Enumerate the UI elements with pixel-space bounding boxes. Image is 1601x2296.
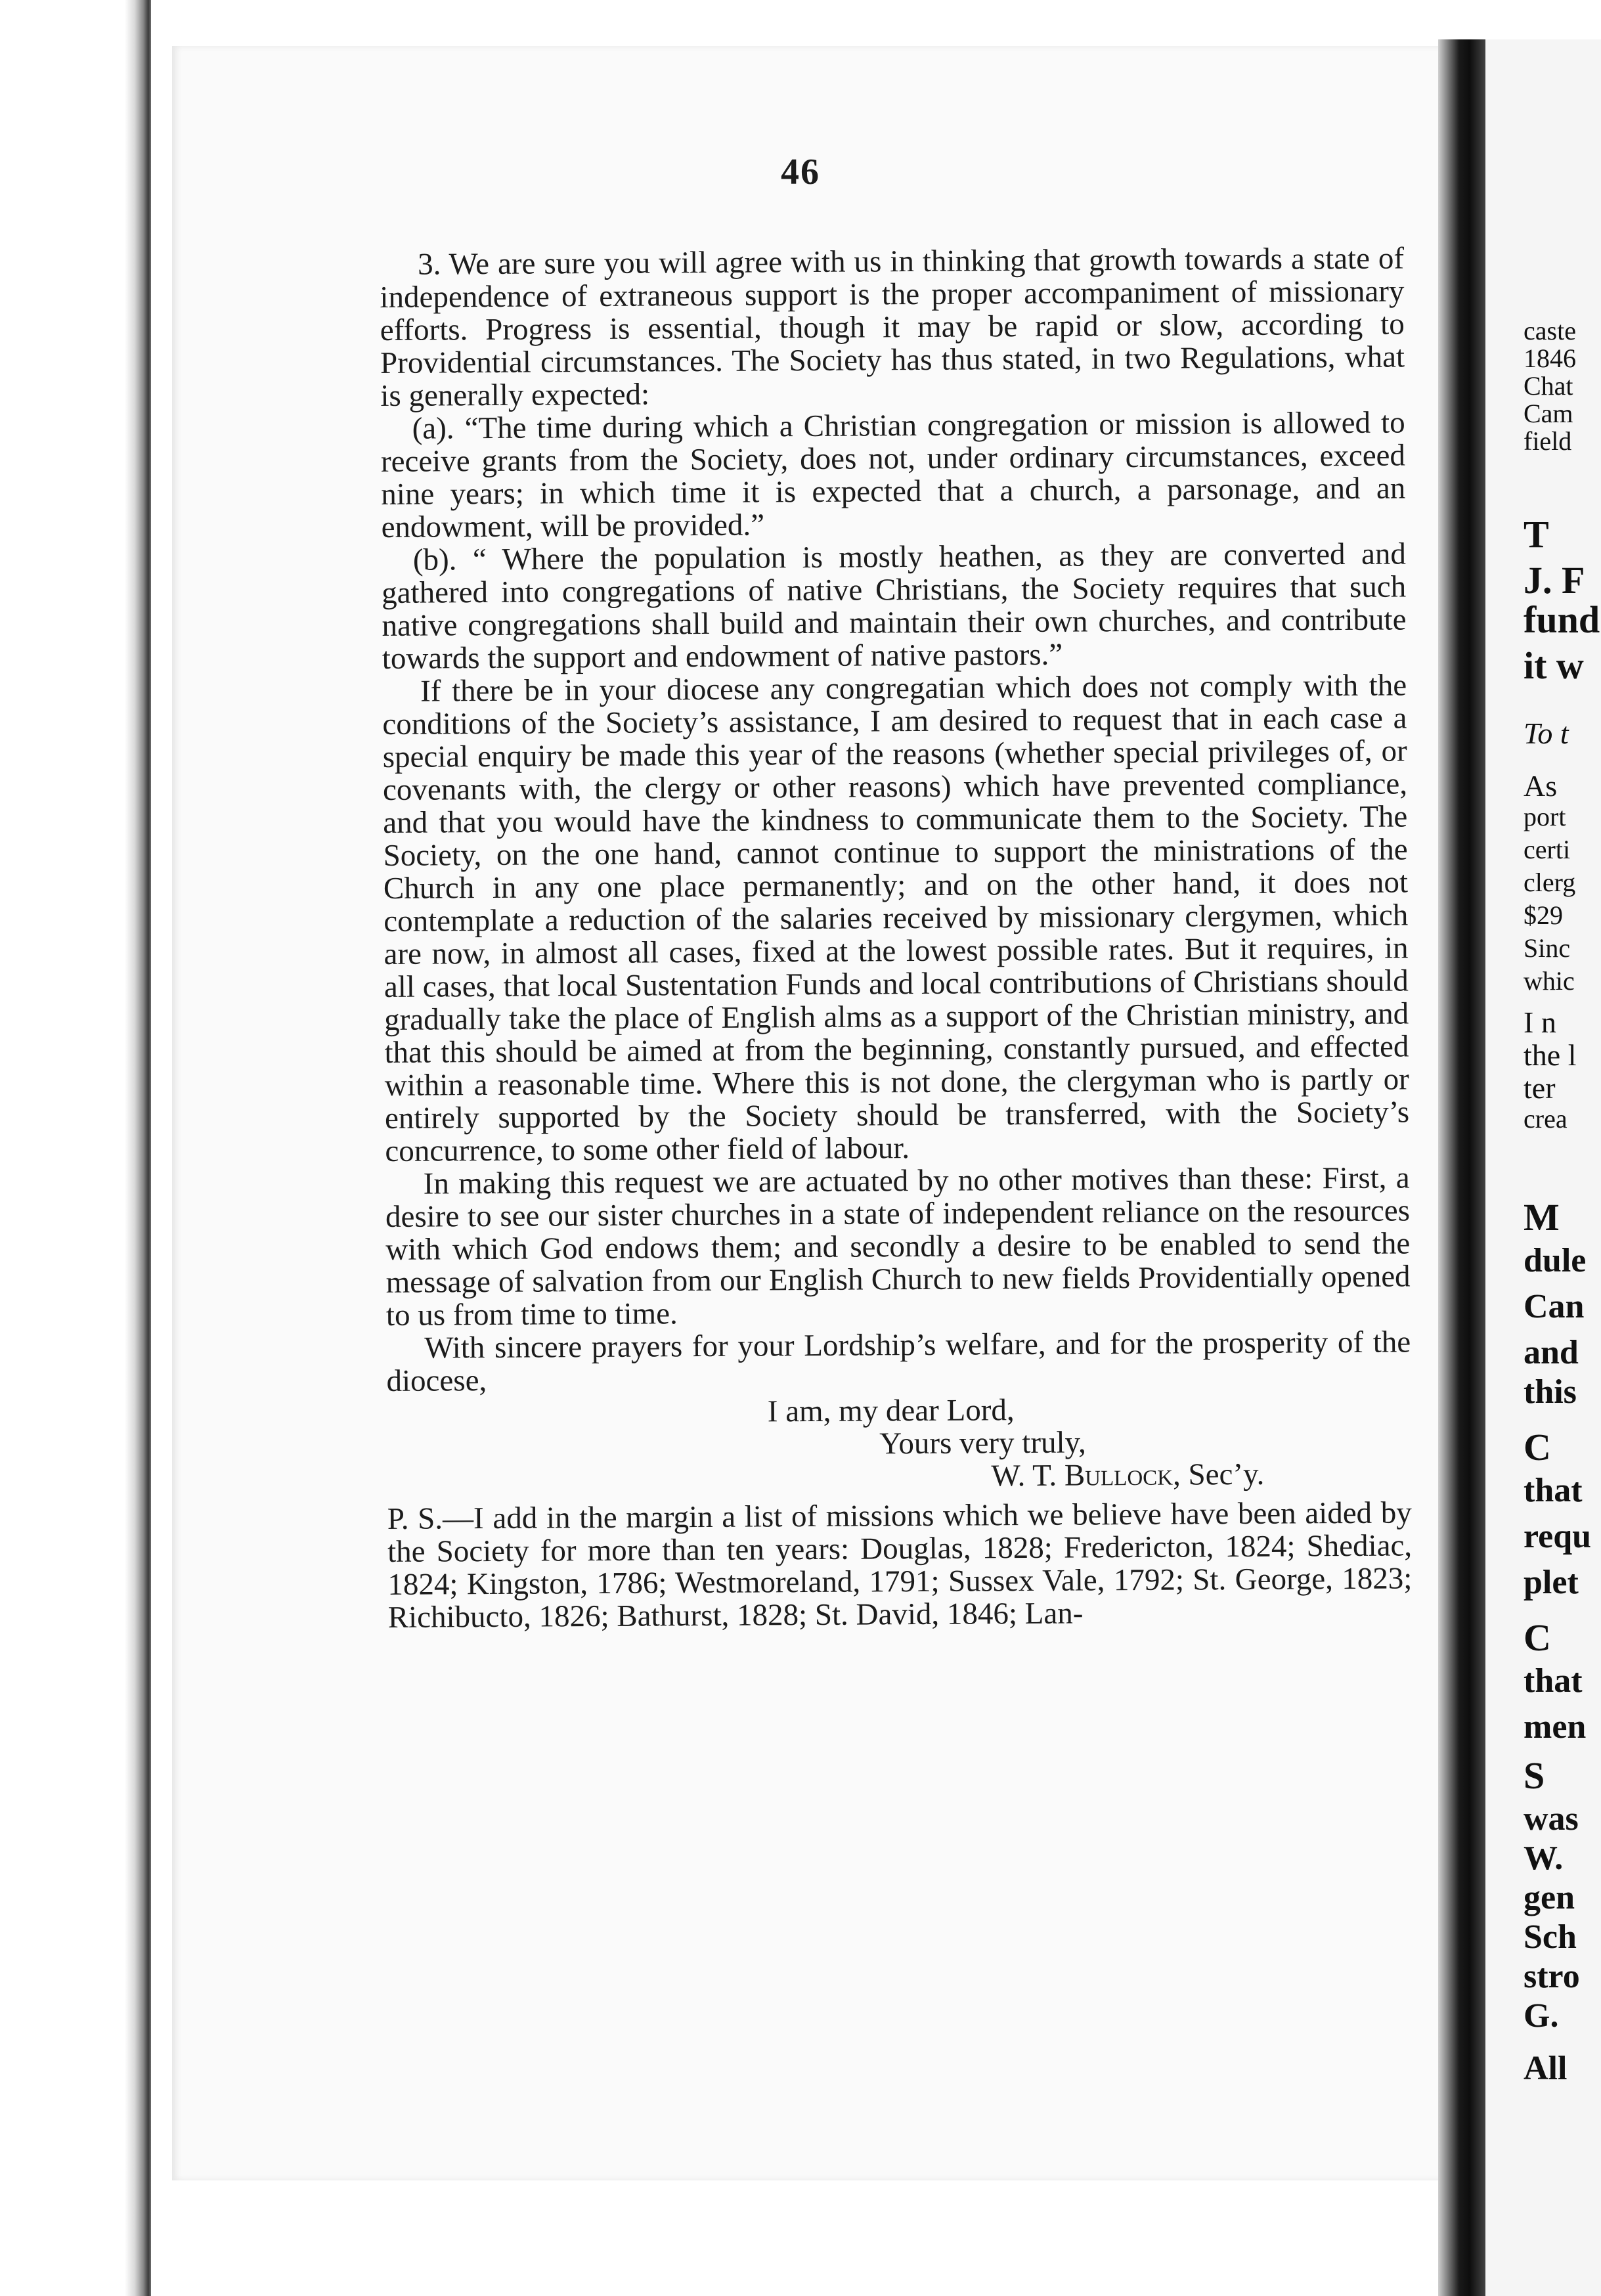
facing-page-line: G.: [1524, 1997, 1559, 2035]
facing-page-line: stro: [1524, 1958, 1580, 1995]
facing-page-line: Sch: [1524, 1918, 1577, 1956]
facing-page-line: whic: [1524, 966, 1575, 996]
facing-page-line: fund: [1524, 598, 1600, 641]
paragraph-request: If there be in your diocese any congregatian which does not comply with the conditions of the Society’s assistance, I am desired to request that in each case a special enquiry be made this year of the reasons (whether special privileges of, or covenants with, the clergy or other reasons) which have prevented compliance, and that you would have the kindness to communicate them to the Society. The Society, on the one hand, cannot continue to support the ministrations of the Church in any one place permanently; and on the other hand, it does not contemplate a reduction of the salaries received by missionary clergymen, which are now, in almost all cases, fixed at the lowest possible rates. But it requires, in all cases, that local Sustentation Funds and local contributions of Christians should gradually take the place of English alms as a support of the Christian ministry, and that this should be aimed at from the beginning, constantly pursued, and effected within a reasonable time. Where this is not done, the clergyman who is partly or entirely supported by the Society should be transferred, with the Society’s concurrence, to some other field of labour.: [382, 668, 1410, 1168]
signature-initials: W. T.: [991, 1458, 1057, 1493]
closing-yours: Yours very truly,: [879, 1425, 1086, 1461]
facing-page-line: 1846: [1524, 343, 1576, 373]
facing-page-line: field: [1524, 426, 1572, 456]
facing-page-line: crea: [1524, 1104, 1568, 1134]
signature: [387, 1457, 1411, 1496]
facing-page-line: M: [1524, 1196, 1560, 1239]
signature-title: , Sec’y.: [1172, 1457, 1265, 1492]
facing-page-line: gen: [1524, 1879, 1575, 1916]
paragraph-motives: In making this request we are actuated by no other motives than these: First, a desire to see our sister churches in a state of independent reliance on the resources with which God endows them; and secondly a desire to be enabled to send the message of salvation from our English Church to new fields Providentially opened to us from time to time.: [385, 1160, 1411, 1333]
facing-page-line: C: [1524, 1426, 1551, 1468]
facing-page-line: it w: [1524, 644, 1584, 687]
facing-page-line: W.: [1524, 1840, 1564, 1877]
facing-page-line: C: [1524, 1616, 1551, 1659]
facing-page-line: Can: [1524, 1288, 1585, 1325]
facing-page-line: All: [1524, 2050, 1568, 2087]
facing-page-line: dule: [1524, 1242, 1587, 1279]
book-gutter-right: [1438, 39, 1491, 2296]
facing-page-line: ter: [1524, 1071, 1556, 1105]
facing-page-line: J. F: [1524, 559, 1585, 602]
signature-name: Bullock: [1064, 1457, 1173, 1493]
facing-page-line: the l: [1524, 1038, 1577, 1072]
facing-page-line: requ: [1524, 1518, 1592, 1555]
regulation-a: (a). “The time during which a Christian congregation or mission is allowed to receive grants from the Society, does not, under ordinary circumstances, exceed nine years; in which time it is expected that a church, a parsonage, and an endowment, will be provided.”: [380, 405, 1406, 544]
facing-page-line: this: [1524, 1373, 1577, 1411]
facing-page-line: As: [1524, 769, 1558, 803]
facing-page-line: Chat: [1524, 371, 1573, 401]
facing-page-fragment: [1485, 39, 1601, 2296]
facing-page-line: To t: [1524, 717, 1569, 750]
facing-page-line: port: [1524, 802, 1566, 831]
facing-page-line: plet: [1524, 1564, 1579, 1601]
facing-page-line: S: [1524, 1754, 1545, 1797]
facing-page-line: Cam: [1524, 399, 1573, 428]
facing-page-line: that: [1524, 1472, 1583, 1509]
paragraph-growth: 3. We are sure you will agree with us in thinking that growth towards a state of independence of extraneous support is the proper accompaniment of missionary efforts. Progress is essential, though it may be rapid or slow, according to Providential circumstances. The Society has thus stated, in two Regulations, what is generally expected:: [380, 241, 1405, 413]
facing-page-line: clerg: [1524, 868, 1576, 897]
regulation-b: (b). “ Where the population is mostly heathen, as they are converted and gathered into congregations of native Christians, the Society requires that such native congregations shall build and maintain their own churches, and contribute towards the support and endowment of native pastors.”: [382, 537, 1407, 676]
paragraph-prayers: With sincere prayers for your Lordship’s welfare, and for the prosperity of the diocese,: [386, 1325, 1411, 1398]
facing-page-line: caste: [1524, 316, 1576, 345]
postscript: P. S.—I add in the margin a list of missions which we believe have been aided by the Society for more than ten years: Douglas, 1828; Fredericton, 1824; Shediac, 1824; Kingston, 1786; Westmoreland, 1791; Sussex Vale, 1792; St. George, 1823; Richibucto, 1826; Bathurst, 1828; St. David, 1846; Lan-: [387, 1495, 1413, 1635]
book-gutter-left: [0, 0, 151, 2296]
postscript-block: [387, 1496, 1413, 1634]
page-number: 46: [781, 152, 820, 192]
facing-page-line: I n: [1524, 1005, 1556, 1039]
facing-page-line: $29: [1524, 900, 1563, 930]
closing-salutation: I am, my dear Lord,: [767, 1393, 1015, 1429]
facing-page-line: certi: [1524, 835, 1571, 864]
facing-page-line: and: [1524, 1334, 1579, 1371]
facing-page-line: was: [1524, 1800, 1579, 1838]
facing-page-line: T: [1524, 513, 1549, 556]
letter-body: [380, 242, 1413, 1633]
facing-page-line: Sinc: [1524, 933, 1571, 963]
facing-page-line: men: [1524, 1708, 1587, 1746]
facing-page-line: that: [1524, 1662, 1583, 1700]
